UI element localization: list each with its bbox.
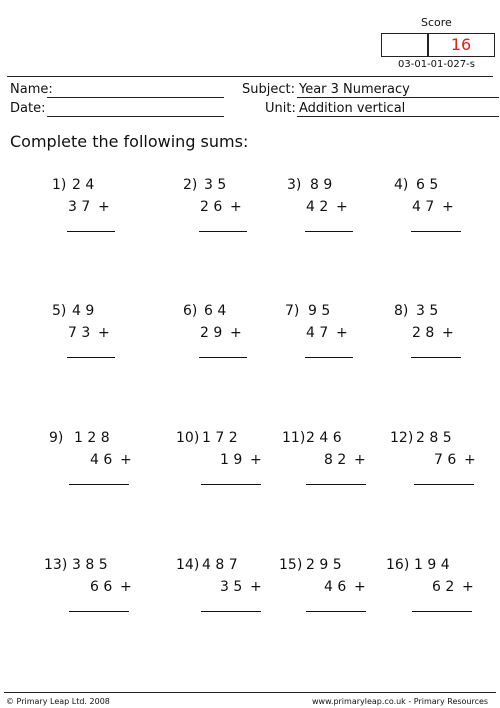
problem-number: 6)	[183, 303, 198, 319]
problem-bottom-operand: 2 9	[200, 325, 223, 341]
score-box-left	[381, 33, 429, 57]
plus-sign: +	[464, 452, 476, 468]
problem-number: 9)	[49, 430, 64, 446]
answer-line[interactable]	[199, 357, 247, 358]
problem-top-operand: 2 9 5	[306, 557, 342, 573]
answer-line[interactable]	[306, 484, 366, 485]
date-label: Date:	[10, 101, 46, 116]
name-field[interactable]	[47, 97, 224, 98]
problem-number: 15)	[279, 557, 303, 573]
answer-line[interactable]	[411, 357, 461, 358]
answer-line[interactable]	[69, 611, 129, 612]
answer-line[interactable]	[67, 357, 115, 358]
problem-top-operand: 2 4 6	[306, 430, 342, 446]
problem-top-operand: 6 4	[204, 303, 227, 319]
plus-sign: +	[250, 452, 262, 468]
problem-bottom-operand: 6 6	[90, 579, 113, 595]
answer-line[interactable]	[201, 484, 261, 485]
problem-bottom-operand: 4 2	[306, 199, 329, 215]
plus-sign: +	[250, 579, 262, 595]
subject-value: Year 3 Numeracy	[299, 82, 410, 97]
subject-label: Subject:	[242, 82, 295, 97]
problem-bottom-operand: 7 3	[68, 325, 91, 341]
plus-sign: +	[230, 199, 242, 215]
problem-top-operand: 2 8 5	[416, 430, 452, 446]
worksheet-code: 03-01-01-027-s	[398, 59, 475, 70]
plus-sign: +	[98, 199, 110, 215]
score-label: Score	[421, 16, 452, 29]
problem-bottom-operand: 3 7	[68, 199, 91, 215]
problem-bottom-operand: 4 7	[412, 199, 435, 215]
answer-line[interactable]	[69, 484, 129, 485]
problem-bottom-operand: 2 8	[412, 325, 435, 341]
plus-sign: +	[120, 452, 132, 468]
header-divider	[7, 76, 493, 77]
problem-number: 11)	[282, 430, 306, 446]
problem-number: 16)	[386, 557, 410, 573]
problem-top-operand: 3 8 5	[72, 557, 108, 573]
plus-sign: +	[354, 579, 366, 595]
answer-line[interactable]	[67, 231, 115, 232]
problem-bottom-operand: 8 2	[324, 452, 347, 468]
plus-sign: +	[442, 199, 454, 215]
problem-number: 10)	[176, 430, 200, 446]
problem-top-operand: 3 5	[416, 303, 439, 319]
problem-top-operand: 1 9 4	[414, 557, 450, 573]
plus-sign: +	[120, 579, 132, 595]
answer-line[interactable]	[411, 231, 461, 232]
footer-divider	[4, 692, 496, 693]
answer-line[interactable]	[414, 484, 474, 485]
unit-line	[297, 116, 499, 117]
plus-sign: +	[230, 325, 242, 341]
problem-number: 12)	[390, 430, 414, 446]
problem-bottom-operand: 7 6	[434, 452, 457, 468]
problem-bottom-operand: 1 9	[220, 452, 243, 468]
problem-top-operand: 6 5	[416, 177, 439, 193]
answer-line[interactable]	[306, 611, 366, 612]
problem-bottom-operand: 4 7	[306, 325, 329, 341]
plus-sign: +	[336, 325, 348, 341]
footer-website: www.primaryleap.co.uk - Primary Resources	[312, 697, 489, 706]
problem-top-operand: 1 7 2	[202, 430, 238, 446]
problem-bottom-operand: 4 6	[324, 579, 347, 595]
problem-top-operand: 4 8 7	[202, 557, 238, 573]
score-value: 16	[427, 33, 495, 57]
answer-line[interactable]	[201, 611, 261, 612]
subject-line	[297, 97, 499, 98]
answer-line[interactable]	[305, 231, 353, 232]
problem-number: 1)	[52, 177, 67, 193]
answer-line[interactable]	[199, 231, 247, 232]
problem-number: 5)	[52, 303, 67, 319]
unit-label: Unit:	[265, 101, 296, 116]
problem-bottom-operand: 4 6	[90, 452, 113, 468]
problem-top-operand: 1 2 8	[74, 430, 110, 446]
plus-sign: +	[98, 325, 110, 341]
instruction: Complete the following sums:	[10, 132, 249, 151]
problem-number: 4)	[394, 177, 409, 193]
problem-number: 14)	[176, 557, 200, 573]
plus-sign: +	[336, 199, 348, 215]
date-field[interactable]	[47, 116, 224, 117]
problem-number: 3)	[287, 177, 302, 193]
answer-line[interactable]	[305, 357, 353, 358]
problem-number: 8)	[394, 303, 409, 319]
problem-top-operand: 2 4	[72, 177, 95, 193]
problem-number: 2)	[183, 177, 198, 193]
plus-sign: +	[462, 579, 474, 595]
problem-top-operand: 8 9	[310, 177, 333, 193]
problem-bottom-operand: 3 5	[220, 579, 243, 595]
problem-number: 7)	[285, 303, 300, 319]
footer-copyright: © Primary Leap Ltd. 2008	[6, 697, 110, 706]
problem-top-operand: 3 5	[204, 177, 227, 193]
problem-top-operand: 9 5	[308, 303, 331, 319]
plus-sign: +	[442, 325, 454, 341]
unit-value: Addition vertical	[299, 101, 406, 116]
name-label: Name:	[10, 82, 53, 97]
problem-top-operand: 4 9	[72, 303, 95, 319]
plus-sign: +	[354, 452, 366, 468]
problem-bottom-operand: 6 2	[432, 579, 455, 595]
answer-line[interactable]	[412, 611, 472, 612]
problem-number: 13)	[44, 557, 68, 573]
problem-bottom-operand: 2 6	[200, 199, 223, 215]
